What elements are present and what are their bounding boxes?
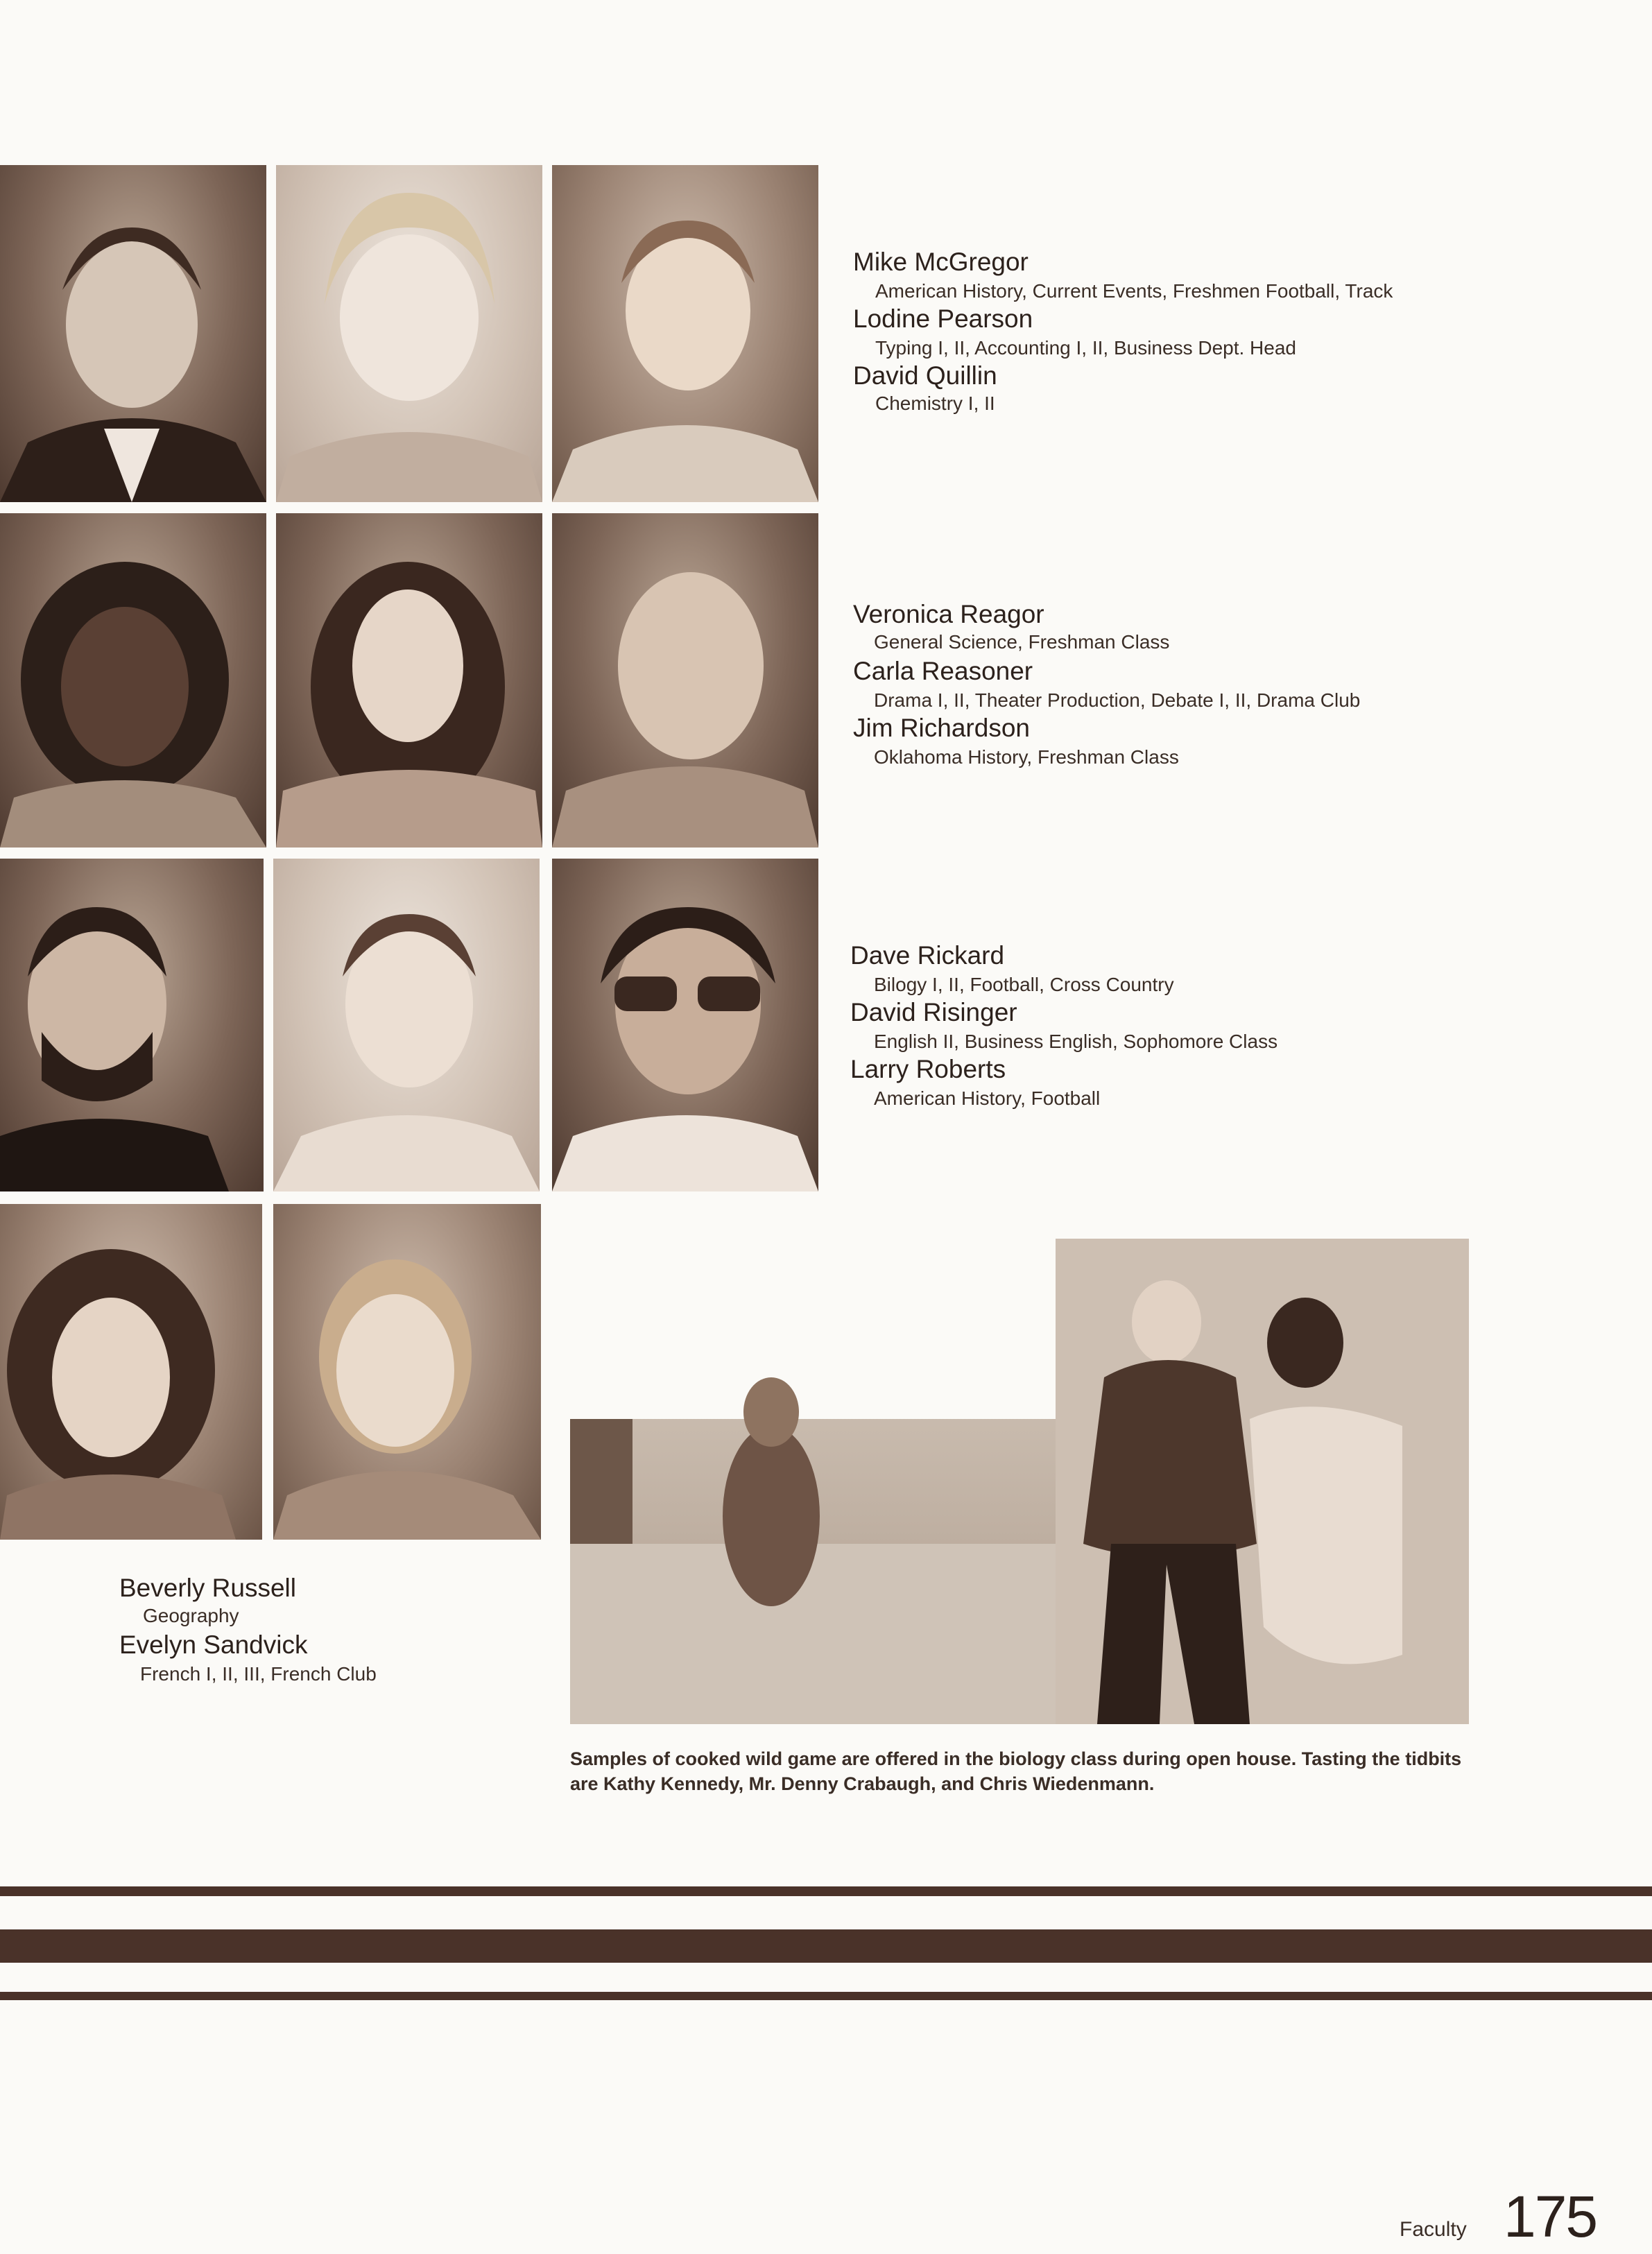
teacher-name: David Quillin (853, 361, 997, 390)
portrait-mike-mcgregor (0, 165, 266, 502)
teacher-name: Carla Reasoner (853, 657, 1033, 685)
candid-photo-biology-open-house (570, 1239, 1469, 1724)
teacher-subjects: American History, Football (874, 1087, 1101, 1109)
teacher-subjects: Geography (143, 1605, 239, 1626)
divider-rule (0, 1886, 1652, 1896)
teacher-subjects: American History, Current Events, Freshmen Football, Track (875, 280, 1393, 302)
teacher-name: Larry Roberts (850, 1055, 1006, 1083)
teacher-subjects: English II, Business English, Sophomore Class (874, 1031, 1278, 1052)
teacher-name: David Risinger (850, 998, 1017, 1026)
teacher-subjects: French I, II, III, French Club (140, 1663, 377, 1685)
teacher-subjects: Typing I, II, Accounting I, II, Business Dept. Head (875, 337, 1296, 359)
teacher-name: Beverly Russell (119, 1574, 296, 1602)
portrait-david-quillin (552, 165, 818, 502)
portrait-beverly-russell (0, 1204, 262, 1540)
teacher-subjects: Chemistry I, II (875, 393, 995, 414)
portrait-veronica-reagor (0, 513, 266, 848)
portrait-carla-reasoner (276, 513, 542, 848)
portrait-jim-richardson (552, 513, 818, 848)
teacher-name: Evelyn Sandvick (119, 1631, 308, 1659)
teacher-name: Dave Rickard (850, 941, 1005, 970)
photo-caption: Samples of cooked wild game are offered in the biology class during open house. Tasting the tidbits are Kathy Kennedy, Mr. Denny Crabaugh, and Chris Wiedenmann. (570, 1748, 1462, 1794)
teacher-name: Lodine Pearson (853, 304, 1033, 333)
teacher-subjects: General Science, Freshman Class (874, 631, 1170, 653)
portrait-larry-roberts (552, 859, 818, 1191)
teacher-name: Veronica Reagor (853, 600, 1044, 628)
portrait-dave-rickard (0, 859, 264, 1191)
teacher-subjects: Drama I, II, Theater Production, Debate I, II, Drama Club (874, 689, 1361, 711)
portrait-david-risinger (273, 859, 540, 1191)
teacher-name: Mike McGregor (853, 248, 1029, 276)
portrait-evelyn-sandvick (273, 1204, 541, 1540)
section-label: Faculty (1400, 2218, 1467, 2241)
portrait-lodine-pearson (276, 165, 542, 502)
teacher-name: Jim Richardson (853, 714, 1030, 742)
teacher-subjects: Oklahoma History, Freshman Class (874, 746, 1179, 768)
divider-rule (0, 1929, 1652, 1963)
page-number: 175 (1504, 2184, 1597, 2249)
divider-rule (0, 1992, 1652, 2000)
teacher-subjects: Bilogy I, II, Football, Cross Country (874, 974, 1174, 995)
